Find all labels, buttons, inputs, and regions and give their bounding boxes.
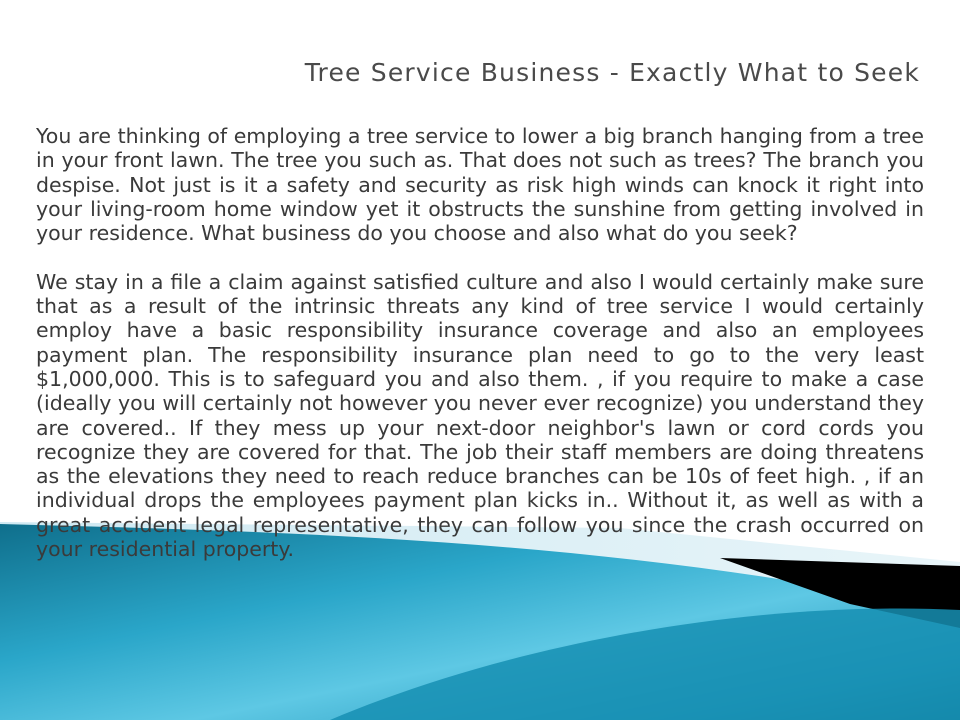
paragraph-2: We stay in a file a claim against satisfied culture and also I would certainly make sure that as a result of the intrinsic threats any kind of tree service I would certainly employ have a basic responsibility insurance coverage and also an employees payment plan. The responsibility insurance plan need to go to the very least $1,000,000. This is to safeguard you and also them. , if you require to make a case (ideally you will certainly not however you never ever recognize) you understand they are covered.. If they mess up your next-door neighbor's lawn or cord cords you recognize they are covered for that. The job their staff members are doing threatens as the elevations they need to reach reduce branches can be 10s of feet high. , if an individual drops the employees payment plan kicks in.. Without it, as well as with a great accident legal representative, they can follow you since the crash occurred on your residential property.	[36, 269, 924, 562]
slide-title: Tree Service Business - Exactly What to Seek	[304, 58, 920, 87]
paragraph-1: You are thinking of employing a tree service to lower a big branch hanging from a tree in your front lawn. The tree you such as. That does not such as trees? The branch you despise. Not just is it a safety and security as risk high winds can knock it right into your living-room home window yet it obstructs the sunshine from getting involved in your residence. What business do you choose and also what do you seek?	[36, 124, 924, 246]
slide-body	[36, 124, 924, 586]
